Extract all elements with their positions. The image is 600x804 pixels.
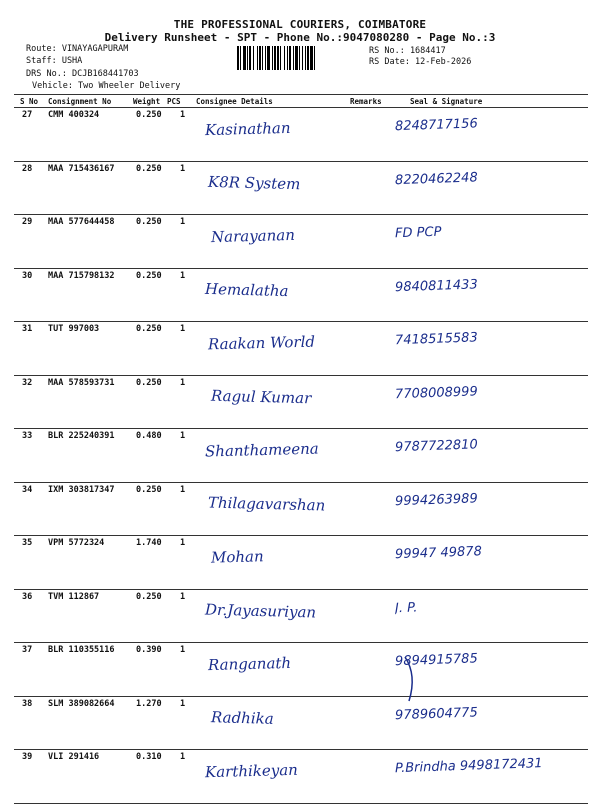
table-row [0,162,600,216]
row-consignment: MAA 577644458 [48,217,115,227]
consignee-signature: K8R System [207,172,301,193]
seal-signature: 9994263989 [394,490,478,509]
runsheet-subtitle: Delivery Runsheet - SPT - Phone No.:9047080280 - Page No.:3 [104,31,496,44]
row-consignment: TVM 112867 [48,591,100,602]
row-weight: 0.390 [136,645,162,655]
consignee-signature: Raakan World [207,332,316,354]
table-row [0,536,600,590]
consignee-signature: Ragul Kumar [210,386,312,407]
col-remarks: Remarks [350,97,382,106]
row-pcs: 1 [180,110,186,120]
seal-signature: 8220462248 [394,169,478,188]
row-consignment: VPM 5772324 [48,538,105,548]
row-divider [14,803,588,804]
row-sno: 34 [22,484,33,495]
table-row [0,376,600,430]
row-consignment: MAA 715436167 [48,163,115,174]
row-sno: 30 [22,270,33,281]
rs-date: RS Date: 12-Feb-2026 [369,57,472,67]
row-pcs: 1 [180,431,186,441]
row-consignment: BLR 110355116 [48,645,115,655]
row-sno: 28 [22,163,33,174]
row-sno: 32 [22,377,33,388]
consignee-signature: Ranganath [207,653,292,675]
staff-label: Staff: USHA [26,56,83,66]
row-sno: 36 [22,591,33,602]
row-sno: 37 [22,645,33,655]
seal-signature: FD PCP [394,224,442,242]
row-weight: 0.250 [136,377,162,388]
row-sno: 31 [22,324,33,334]
header-top-rule [14,94,588,95]
row-pcs: 1 [180,484,186,495]
rs-info [369,46,471,68]
seal-signature: 99947 49878 [394,544,483,563]
row-weight: 1.270 [136,698,162,709]
col-pcs: PCS [167,97,181,106]
seal-signature: 8248717156 [394,116,478,135]
consignee-signature: Shanthameena [204,439,319,461]
seal-signature: 7418515583 [394,330,478,349]
row-pcs: 1 [180,217,186,227]
route-label: Route: VINAYAGAPURAM [26,44,129,54]
seal-signature: 9787722810 [394,437,478,456]
row-pcs: 1 [180,591,186,602]
row-weight: 0.250 [136,484,162,495]
table-row [0,590,600,644]
row-weight: 0.250 [136,324,162,334]
table-row [0,697,600,751]
row-sno: 33 [22,431,33,441]
seal-signature: P.Brindha 9498172431 [394,756,543,777]
table-row [0,750,600,804]
row-pcs: 1 [180,324,186,334]
col-seal: Seal & Signature [410,97,483,106]
row-consignment: IXM 303817347 [48,484,115,495]
row-consignment: SLM 389082664 [48,698,115,709]
row-sno: 38 [22,698,33,709]
row-pcs: 1 [180,645,186,655]
row-sno: 39 [22,752,33,762]
table-row [0,643,600,697]
seal-signature: J. P. [394,599,418,616]
drs-number: DRS No.: DCJB168441703 [26,69,139,79]
consignee-signature: Thilagavarshan [207,492,326,515]
row-consignment: CMM 400324 [48,110,100,120]
col-consignment: Consignment No [48,97,112,106]
company-title: THE PROFESSIONAL COURIERS, COIMBATORE [173,18,427,31]
row-weight: 0.480 [136,431,162,441]
seal-signature: 9840811433 [394,276,478,295]
row-consignment: TUT 997003 [48,324,100,334]
seal-signature: 7708008999 [394,383,478,402]
consignee-signature: Karthikeyan [204,760,299,782]
seal-signature: 9894915785 [394,651,478,670]
consignee-signature: Mohan [210,547,264,567]
row-consignment: MAA 715798132 [48,270,115,281]
row-sno: 35 [22,538,33,548]
row-weight: 0.310 [136,752,162,762]
row-pcs: 1 [180,538,186,548]
row-pcs: 1 [180,752,186,762]
row-pcs: 1 [180,163,186,174]
row-consignment: MAA 578593731 [48,377,115,388]
consignee-signature: Dr.Jayasuriyan [204,600,317,621]
vehicle-label: Vehicle: Two Wheeler Delivery [32,81,181,91]
row-weight: 1.740 [136,538,162,548]
table-row [0,108,600,162]
row-pcs: 1 [180,377,186,388]
seal-signature: 9789604775 [394,704,478,723]
row-sno: 29 [22,217,33,227]
col-weight: Weight [133,97,161,106]
row-pcs: 1 [180,698,186,709]
consignee-signature: Kasinathan [204,118,291,140]
row-weight: 0.250 [136,110,162,120]
rs-number: RS No.: 1684417 [369,46,446,56]
row-consignment: BLR 225240391 [48,431,115,441]
table-row [0,429,600,483]
row-weight: 0.250 [136,270,162,281]
col-sno: S No [20,97,39,106]
table-row [0,483,600,537]
table-row [0,322,600,376]
row-weight: 0.250 [136,163,162,174]
barcode-image [237,46,365,70]
row-consignment: VLI 291416 [48,752,100,762]
row-pcs: 1 [180,270,186,281]
consignee-signature: Radhika [210,707,274,728]
ink-stroke [395,655,425,705]
consignee-signature: Narayanan [210,225,296,247]
col-consignee: Consignee Details [196,97,273,106]
row-weight: 0.250 [136,591,162,602]
table-row [0,215,600,269]
consignee-signature: Hemalatha [204,279,289,300]
table-row [0,269,600,323]
row-sno: 27 [22,110,33,120]
row-weight: 0.250 [136,217,162,227]
